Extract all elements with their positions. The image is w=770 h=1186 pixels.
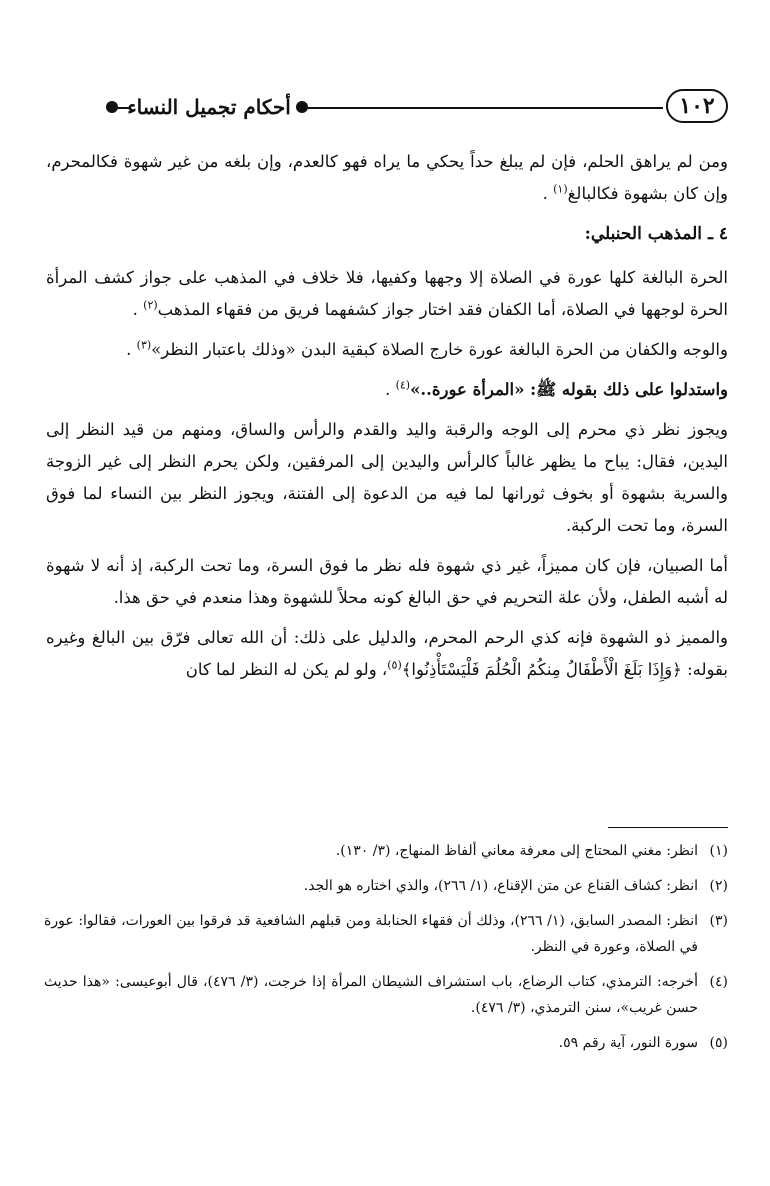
header-dot-icon (106, 101, 118, 113)
paragraph-text: الحرة البالغة كلها عورة في الصلاة إلا وجهها وكفيها، فلا خلاف في المذهب على جواز كشف المرأة الحرة لوجهها في الصلاة، أما الكفان فقد اختار جواز كشفهما فريق من فقهاء المذهب (46, 268, 728, 319)
evidence-lead: واستدلوا على ذلك بقوله ﷺ: «المرأة عورة..» (410, 380, 728, 399)
footnote-number: (١) (709, 843, 728, 859)
footnote-number: (٣) (709, 913, 728, 929)
paragraph-text: ، ولو لم يكن له النظر لما كان (185, 660, 388, 679)
paragraph: والوجه والكفان من الحرة البالغة عورة خارج الصلاة كبقية البدن «وذلك باعتبار النظر»$^{(٣)}$ . (126, 338, 728, 359)
footnotes (44, 838, 728, 1065)
paragraph: ويجوز نظر ذي محرم إلى الوجه والرقبة واليد والقدم والرأس والساق، ومنهم من قيد النظر إلى اليدين، فقال: يباح ما يظهر غالباً كالرأس واليدين إلى المرفقين، ولكن يحرم النظر إلى غير الزوجة والسرية بشهوة أو بخوف ثورانها لما فيه من الدعوة إلى الفتنة، ويجوز النظر بين النساء لما فوق السرة، وما تحت الركبة. (46, 420, 728, 535)
footnote (44, 1030, 728, 1056)
paragraph-text: والمميز ذو الشهوة فإنه كذي الرحم المحرم، والدليل على ذلك: أن الله تعالى فرّق بين البالغ وغيره بقوله: ﴿وَإِذَا بَلَغَ الْأَطْفَالُ مِنكُمُ الْحُلُمَ فَلْيَسْتَأْذِنُوا﴾ (46, 628, 728, 679)
footnote-ref: (٣) (136, 338, 152, 352)
footnote (44, 838, 728, 864)
footnote-ref: (٤) (395, 378, 411, 392)
footnote-number: (٢) (709, 878, 728, 894)
paragraph: واستدلوا على ذلك بقوله ﷺ: «المرأة عورة..»$^{(٤)}$ . (385, 378, 728, 399)
paragraph-text: والوجه والكفان من الحرة البالغة عورة خارج الصلاة كبقية البدن «وذلك باعتبار النظر» (151, 340, 728, 359)
footnote-number: (٤) (709, 974, 728, 990)
footnote-text: انظر: مغني المحتاج إلى معرفة معاني ألفاظ المنهاج، (٣/ ١٣٠). (335, 843, 698, 859)
footnote-text: انظر: كشاف القناع عن متن الإقناع، (١/ ٢٦٦)، والذي اختاره هو الجد. (303, 878, 698, 894)
paragraph (46, 622, 728, 686)
footnote-ref: (٢) (143, 298, 158, 312)
footnote-text: أخرجه: الترمذي، كتاب الرضاع، باب استشراف الشيطان المرأة إذا خرجت، (٣/ ٤٧٦)، قال أبوعيسى: «هذا حديث حسن غريب»، سنن الترمذي، (٣/ ٤٧٦). (44, 974, 699, 1016)
page-number: ١٠٢ (666, 89, 728, 123)
footnote (44, 969, 728, 1021)
paragraph-text: ومن لم يراهق الحلم، فإن لم يبلغ حداً يحكي ما يراه فهو كالعدم، وإن بلغه من غير شهوة فكالمحرم، وإن كان بشهوة فكالبالغ (46, 152, 728, 203)
main-text (46, 146, 728, 694)
running-header (48, 86, 728, 130)
paragraph: الحرة البالغة كلها عورة في الصلاة إلا وجهها وكفيها، فلا خلاف في المذهب على جواز كشف المرأة الحرة لوجهها في الصلاة، أما الكفان فقد اختار جواز كشفهما فريق من فقهاء المذهب$^{(٢)}$ . (46, 268, 728, 319)
footnote (44, 908, 728, 960)
paragraph: ومن لم يراهق الحلم، فإن لم يبلغ حداً يحكي ما يراه فهو كالعدم، وإن بلغه من غير شهوة فكالمحرم، وإن كان بشهوة فكالبالغ$^{(١)}$ . (46, 152, 728, 203)
footnote (44, 873, 728, 899)
footnote-ref: (٥) (387, 658, 402, 672)
paragraph: أما الصبيان، فإن كان مميزاً، غير ذي شهوة فله نظر ما فوق السرة، وما تحت الركبة، إذ أنه لا شهوة له أشبه الطفل، ولأن علة التحريم في حق البالغ كونه محلاً للشهوة وهذا منعدم في حق هذا. (46, 556, 728, 607)
header-dot-icon (296, 101, 308, 113)
section-heading: ٤ ـ المذهب الحنبلي: (584, 224, 728, 244)
footnote-number: (٥) (709, 1035, 728, 1051)
header-rule (303, 107, 663, 109)
footnote-text: انظر: المصدر السابق، (١/ ٢٦٦)، وذلك أن فقهاء الحنابلة ومن قبلهم الشافعية قد فرقوا بين العورات، فقالوا: عورة في الصلاة، وعورة في النظر. (44, 913, 699, 955)
running-title: أحكام تجميل النساء (127, 95, 291, 119)
footnote-ref: (١) (553, 182, 568, 196)
footnote-text: سورة النور، آية رقم ٥٩. (558, 1035, 698, 1051)
footnote-divider (608, 827, 728, 828)
